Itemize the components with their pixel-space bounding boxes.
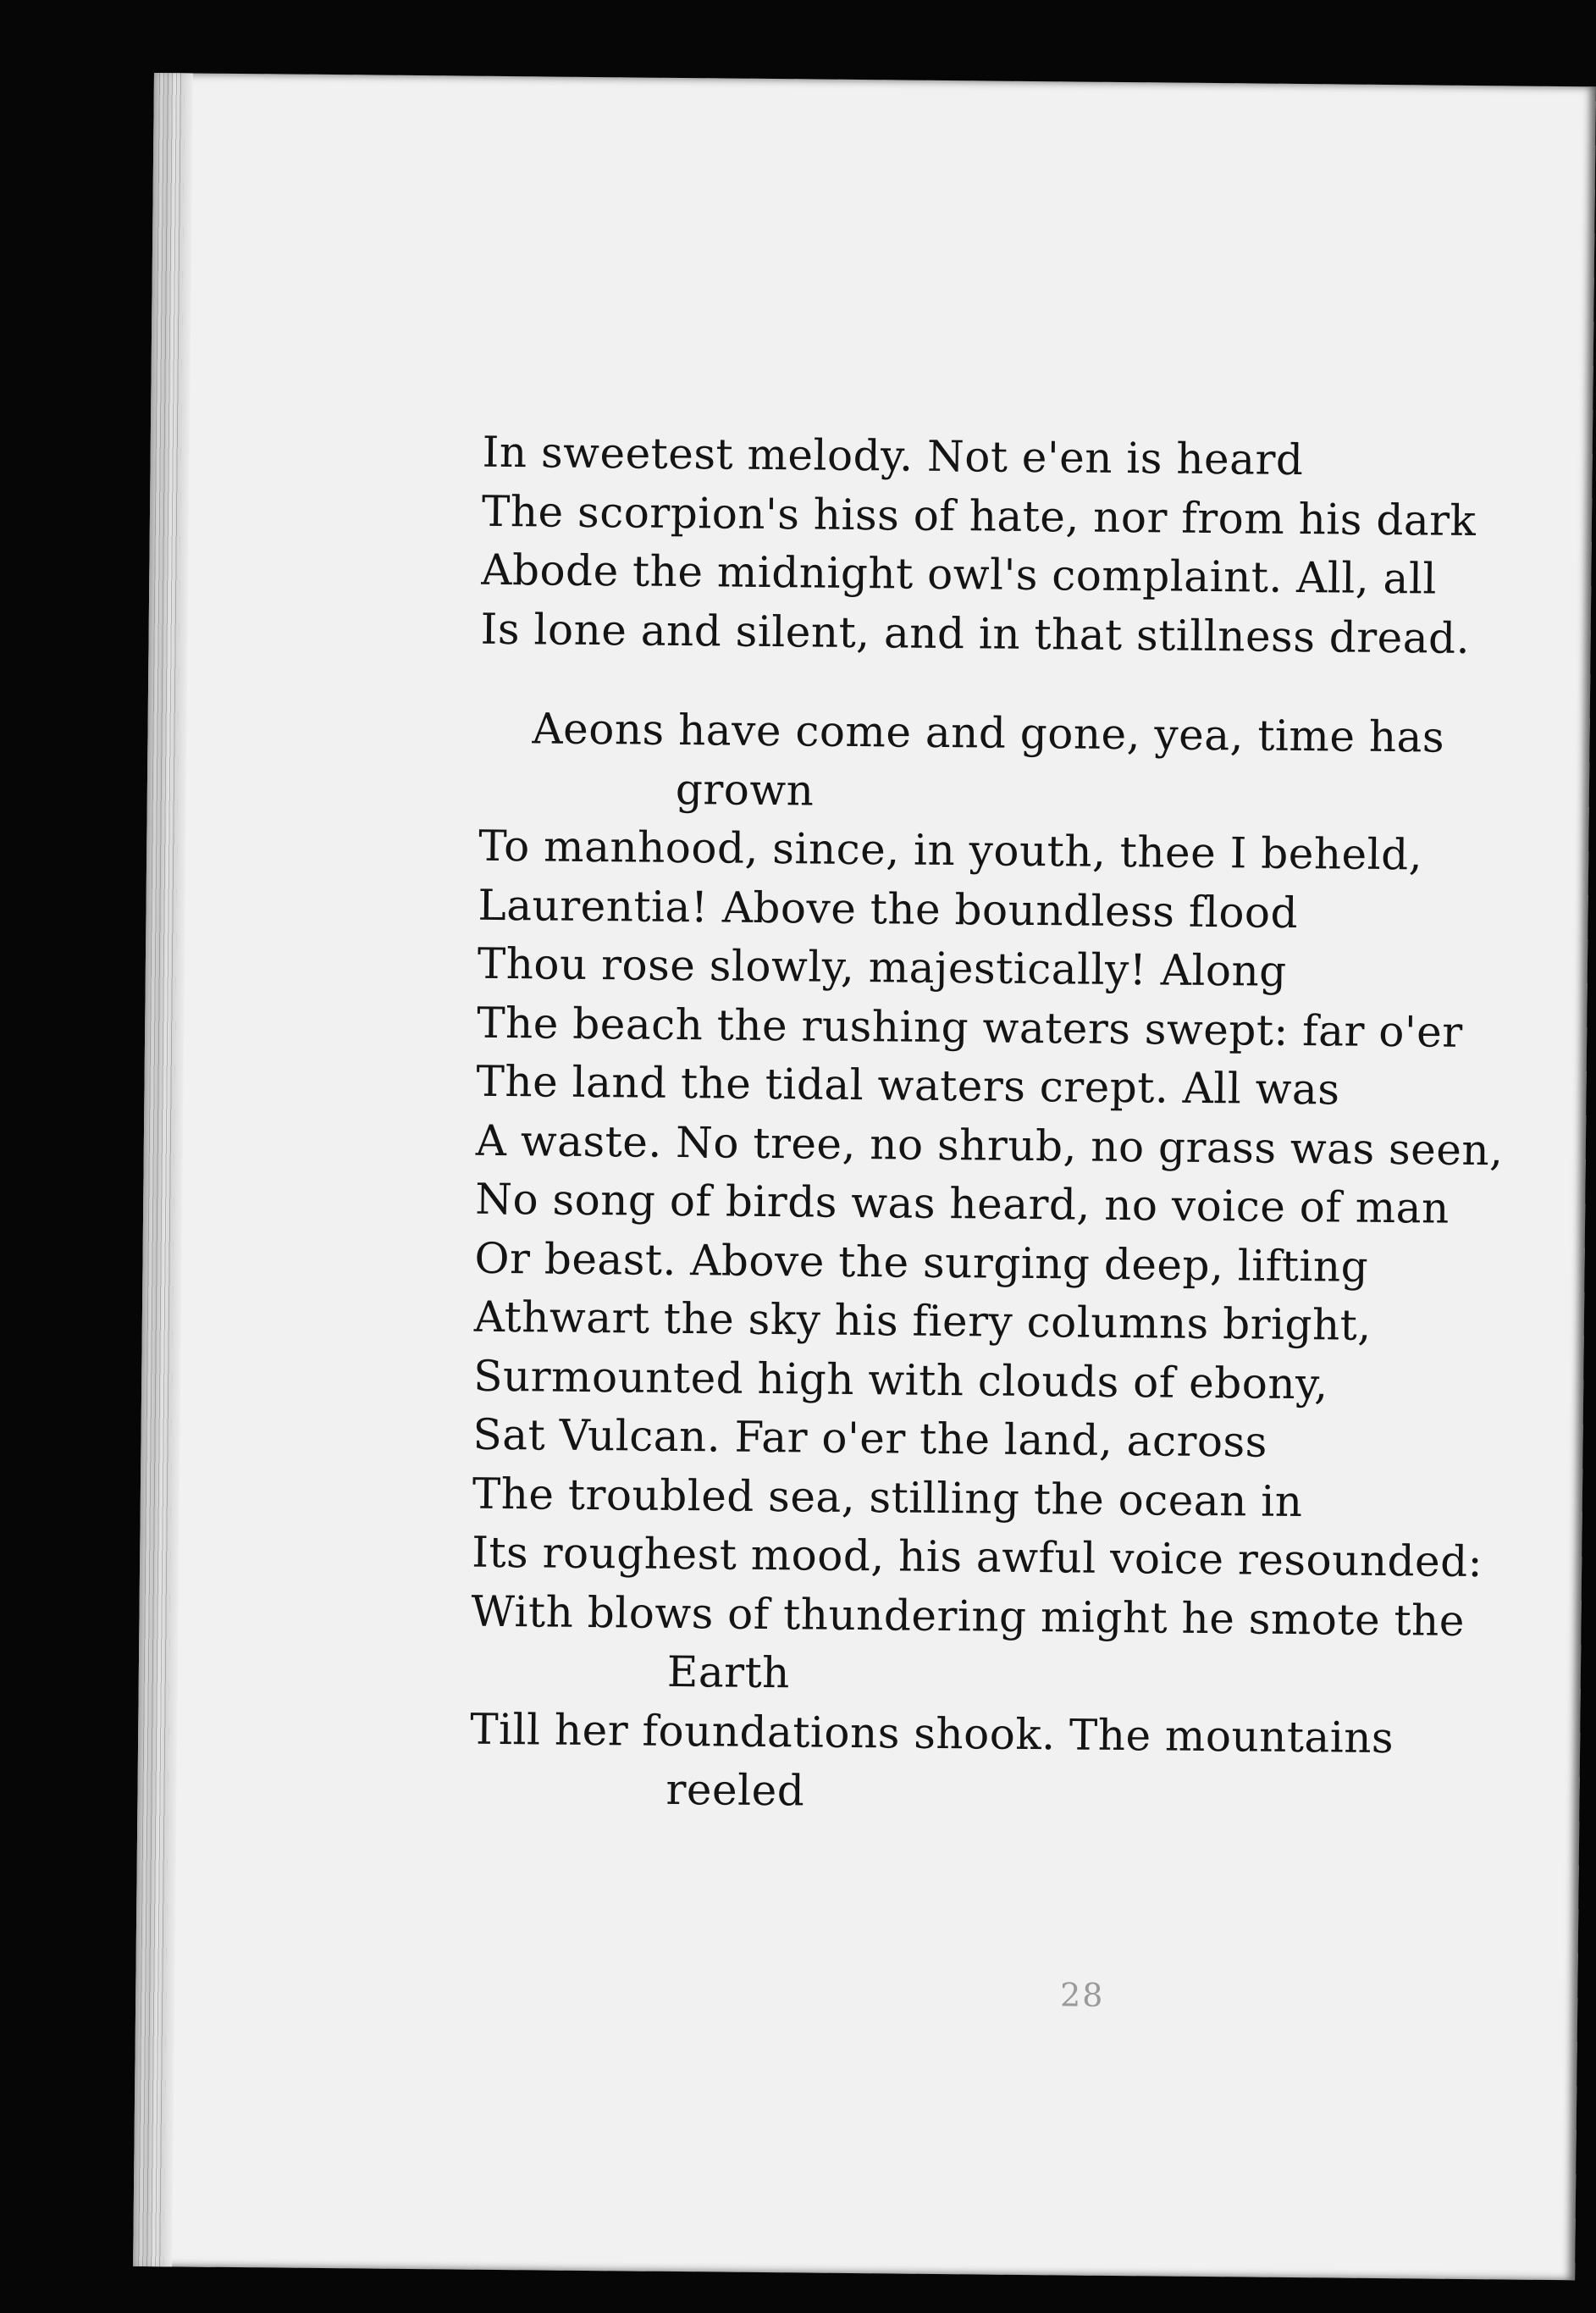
page-number: 28 [1059, 1976, 1105, 2014]
poem-line: The troubled sea, stilling the ocean in [472, 1469, 1303, 1526]
poem-line: A waste. No tree, no shrub, no grass was seen, [475, 1115, 1504, 1175]
poem-line: Abode the midnight owl's complaint. All, all [481, 545, 1438, 604]
poem-line: Athwart the sky his fiery columns bright, [473, 1292, 1372, 1350]
poem-line: Surmounted high with clouds of ebony, [472, 1351, 1328, 1408]
book-page [133, 73, 1596, 2280]
poem-text [469, 423, 1583, 1829]
poem-line-continuation: reeled [665, 1764, 805, 1816]
poem-line: Till her foundations shook. The mountains [469, 1704, 1394, 1762]
poem-line: Is lone and silent, and in that stillness dread. [480, 604, 1471, 663]
poem-line-continuation: grown [675, 764, 815, 816]
poem-line: The land the tidal waters crept. All was [476, 1056, 1340, 1115]
poem-line: Its roughest mood, his awful voice resounded: [471, 1527, 1483, 1587]
poem-line: To manhood, since, in youth, thee I beheld, [478, 821, 1423, 880]
poem-line-continuation: Earth [666, 1646, 791, 1698]
poem-line: The beach the rushing waters swept: far o'er [476, 998, 1463, 1057]
poem-line: No song of birds was heard, no voice of man [474, 1174, 1450, 1233]
poem-line: Aeons have come and gone, yea, time has [532, 704, 1445, 762]
poem-line: Laurentia! Above the boundless flood [478, 880, 1299, 938]
poem-line: In sweetest melody. Not e'en is heard [482, 427, 1304, 485]
poem-line: Or beast. Above the surging deep, lifting [474, 1233, 1369, 1292]
poem-line: Sat Vulcan. Far o'er the land, across [472, 1409, 1268, 1467]
poem-line: The scorpion's hiss of hate, nor from his dark [481, 486, 1477, 545]
poem-line: Thou rose slowly, majestically! Along [477, 938, 1288, 996]
poem-line: With blows of thundering might he smote the [471, 1586, 1466, 1646]
